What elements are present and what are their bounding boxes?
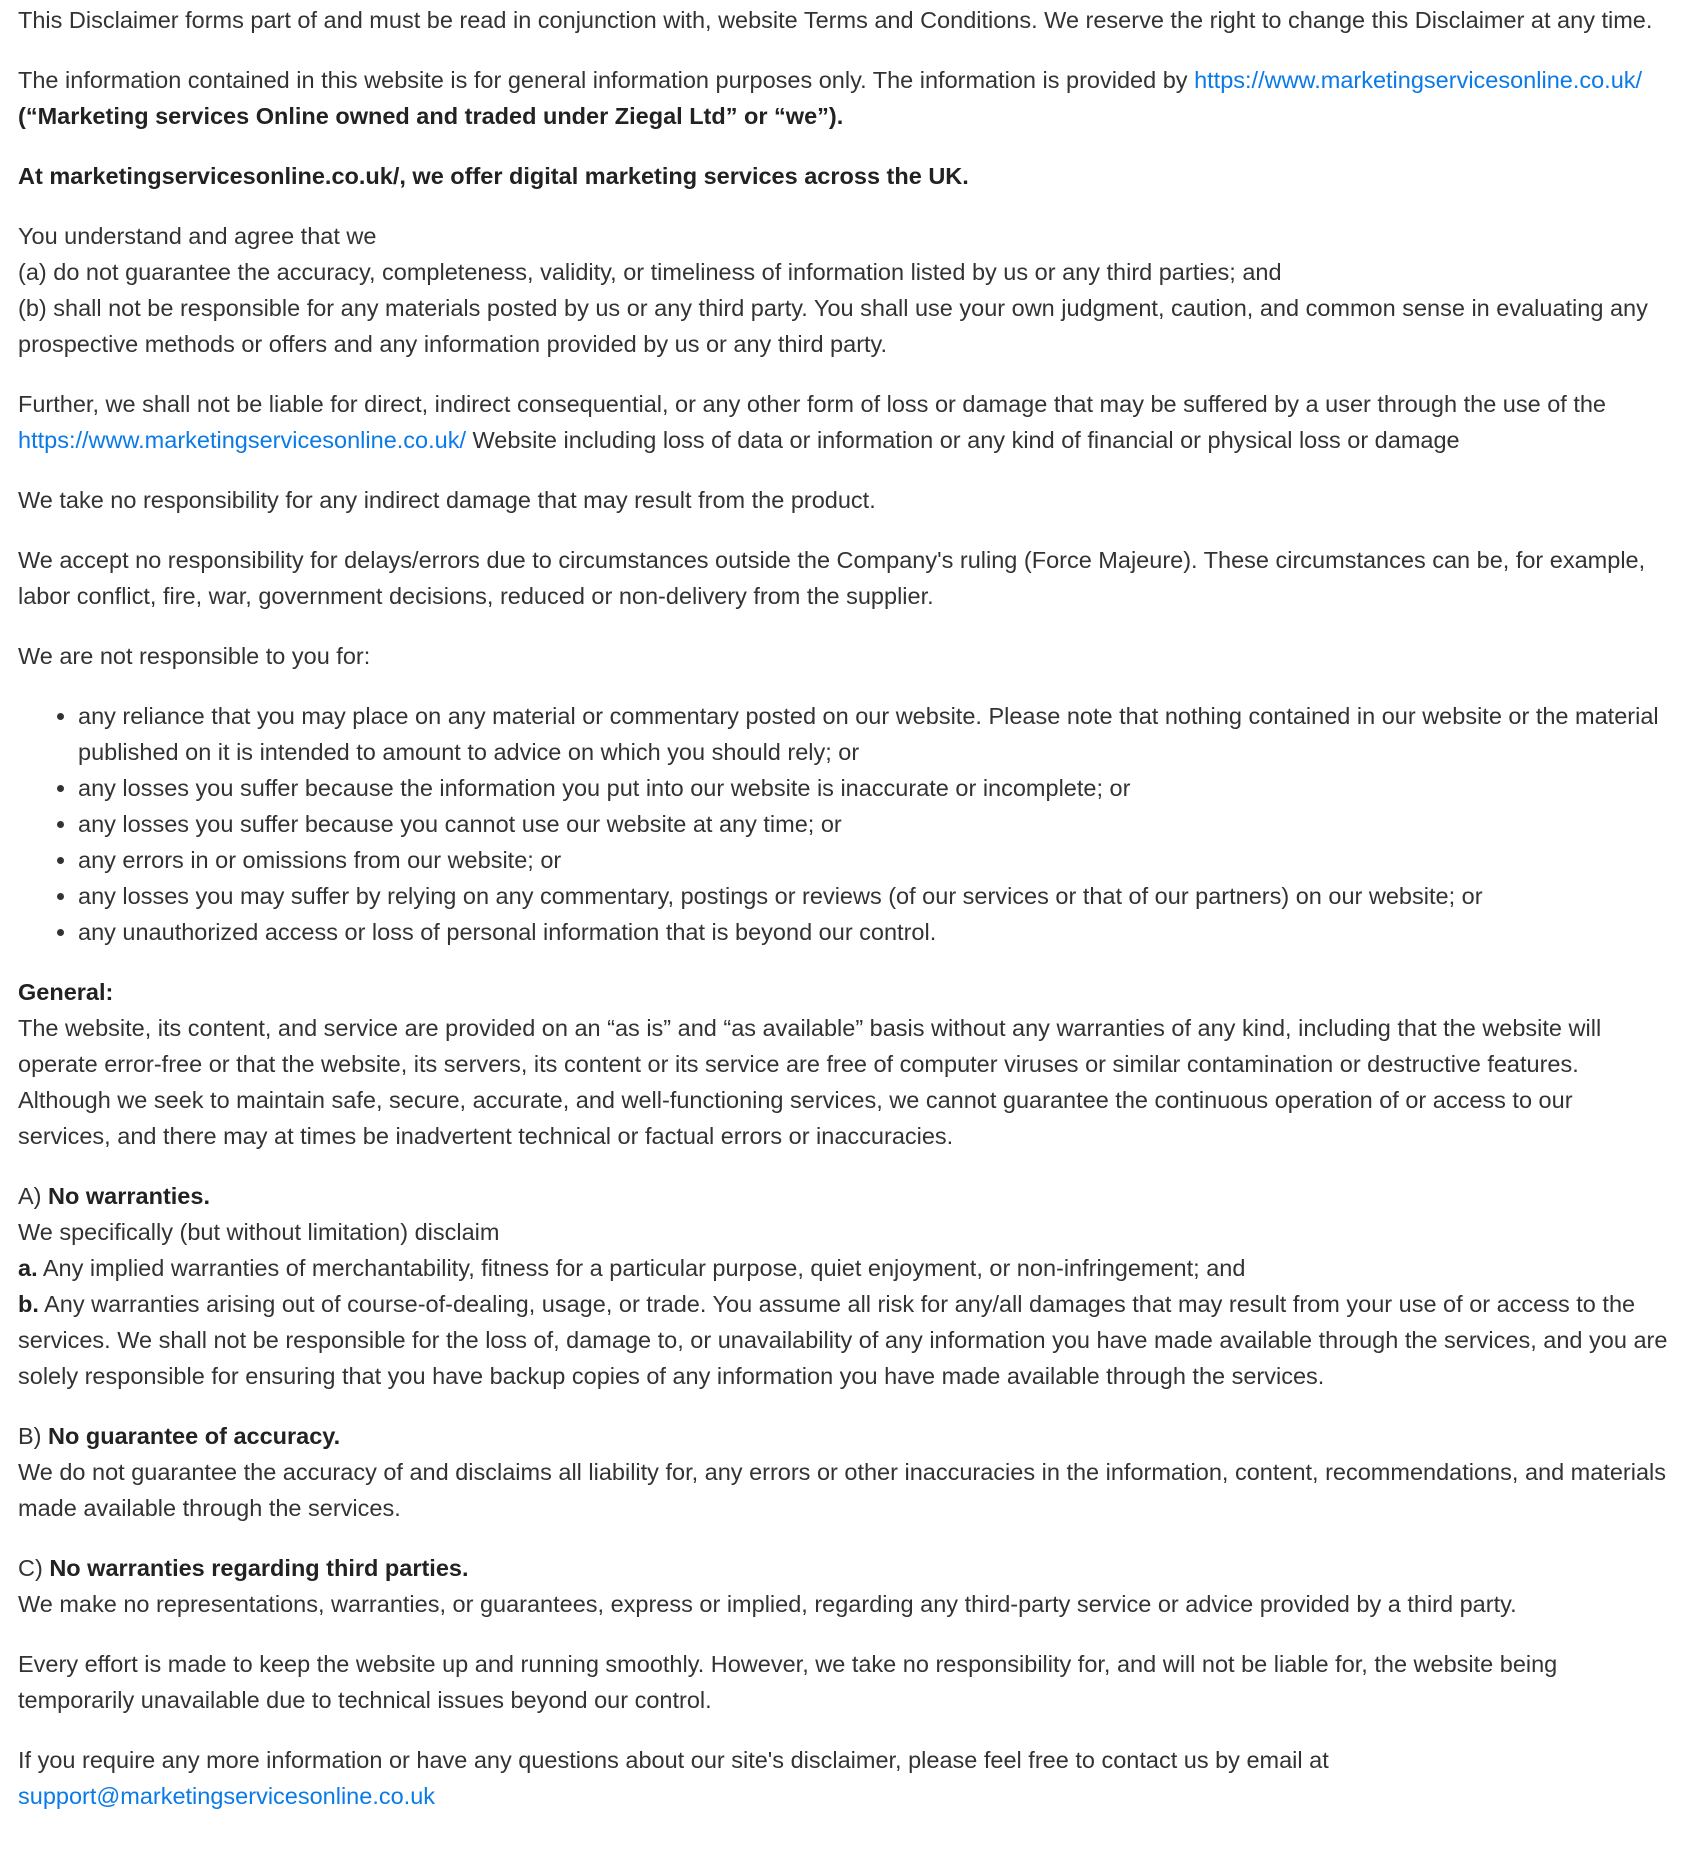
list-item: • any reliance that you may place on any material or commentary posted on our website. Please note that nothing contained in our website or the material published on it is intended to amount to advice on which you should rely; or <box>78 698 1671 770</box>
section-a-text-b: Any warranties arising out of course-of-dealing, usage, or trade. You assume all risk for any/all damages that may result from your use of or access to the services. We shall not be responsible for the loss of, damage to, or unavailability of any information you have made available through the services, and you are solely responsible for ensuring that you have backup copies of any information you have made available through the services. <box>18 1291 1668 1389</box>
info-provider-text: The information contained in this website is for general information purposes only. The information is provided by <box>18 67 1195 93</box>
support-email-link[interactable]: support@marketingservicesonline.co.uk <box>18 1783 436 1809</box>
understand-line-b: (b) shall not be responsible for any materials posted by us or any third party. You shall use your own judgment, caution, and common sense in evaluating any prospective methods or offers and any information provided by us or any third party. <box>18 295 1648 357</box>
understand-line-a: (a) do not guarantee the accuracy, completeness, validity, or timeliness of information listed by us or any third parties; and <box>18 259 1282 285</box>
list-item: • any losses you suffer because you cannot use our website at any time; or <box>78 806 1671 842</box>
services-paragraph <box>18 158 1671 194</box>
section-a <box>18 1178 1671 1394</box>
section-c-title: No warranties regarding third parties. <box>49 1555 469 1581</box>
not-responsible-intro: We are not responsible to you for: <box>18 643 371 669</box>
section-c-text: We make no representations, warranties, or guarantees, express or implied, regarding any third-party service or advice provided by a third party. <box>18 1591 1517 1617</box>
company-name-bold: (“Marketing services Online owned and traded under Ziegal Ltd” or “we”). <box>18 103 844 129</box>
force-majeure-paragraph: We accept no responsibility for delays/errors due to circumstances outside the Company's ruling (Force Majeure). These circumstances can be, for example, labor conflict, fire, war, government decisions, reduced or non-delivery from the supplier. <box>18 547 1646 609</box>
uptime-paragraph: Every effort is made to keep the website up and running smoothly. However, we take no responsibility for, and will not be liable for, the website being temporarily unavailable due to technical issues beyond our control. <box>18 1651 1558 1713</box>
contact-text: If you require any more information or have any questions about our site's disclaimer, please feel free to contact us by email at <box>18 1747 1329 1773</box>
not-responsible-list <box>18 698 1671 950</box>
section-a-text-a: Any implied warranties of merchantability, fitness for a particular purpose, quiet enjoyment, or non-infringement; and <box>37 1255 1246 1281</box>
liability-text-1: Further, we shall not be liable for direct, indirect consequential, or any other form of loss or damage that may be suffered by a user through the use of the <box>18 391 1607 417</box>
understand-line-1: You understand and agree that we <box>18 223 377 249</box>
indirect-damage-paragraph: We take no responsibility for any indirect damage that may result from the product. <box>18 487 876 513</box>
general-text: The website, its content, and service are provided on an “as is” and “as available” basis without any warranties of any kind, including that the website will operate error-free or that the website, its servers, its content or its service are free of computer viruses or similar contamination or destructive features. Although we seek to maintain safe, secure, accurate, and well-functioning services, we cannot guarantee the continuous operation of or access to our services, and there may at times be inadvertent technical or factual errors or inaccuracies. <box>18 1015 1602 1149</box>
intro-paragraph: This Disclaimer forms part of and must be read in conjunction with, website Terms and Conditions. We reserve the right to change this Disclaimer at any time. <box>18 7 1653 33</box>
section-a-label-b: b. <box>18 1291 39 1317</box>
section-a-title: No warranties. <box>48 1183 210 1209</box>
info-provider-paragraph <box>18 62 1671 134</box>
list-item: • any errors in or omissions from our website; or <box>78 842 1671 878</box>
list-item: • any losses you may suffer by relying on any commentary, postings or reviews (of our services or that of our partners) on our website; or <box>78 878 1671 914</box>
website-link-2[interactable]: https://www.marketingservicesonline.co.uk/ <box>18 427 466 453</box>
list-item: • any unauthorized access or loss of personal information that is beyond our control. <box>78 914 1671 950</box>
section-b-text: We do not guarantee the accuracy of and disclaims all liability for, any errors or other inaccuracies in the information, content, recommendations, and materials made available through the services. <box>18 1459 1667 1521</box>
section-b-prefix: B) <box>18 1423 49 1449</box>
general-heading: General: <box>18 979 114 1005</box>
website-link[interactable]: https://www.marketingservicesonline.co.uk/ <box>1194 67 1643 93</box>
liability-paragraph <box>18 386 1671 458</box>
services-bold: At marketingservicesonline.co.uk/, we offer digital marketing services across the UK. <box>18 163 969 189</box>
section-a-intro: We specifically (but without limitation) disclaim <box>18 1219 500 1245</box>
liability-text-2: Website including loss of data or information or any kind of financial or physical loss or damage <box>466 427 1460 453</box>
section-b <box>18 1418 1671 1526</box>
general-section <box>18 974 1671 1154</box>
section-c <box>18 1550 1671 1622</box>
section-a-prefix: A) <box>18 1183 49 1209</box>
section-a-label-a: a. <box>18 1255 38 1281</box>
understand-paragraph <box>18 218 1671 362</box>
list-item: • any losses you suffer because the information you put into our website is inaccurate or incomplete; or <box>78 770 1671 806</box>
contact-paragraph <box>18 1742 1671 1814</box>
section-b-title: No guarantee of accuracy. <box>48 1423 341 1449</box>
section-c-prefix: C) <box>18 1555 50 1581</box>
